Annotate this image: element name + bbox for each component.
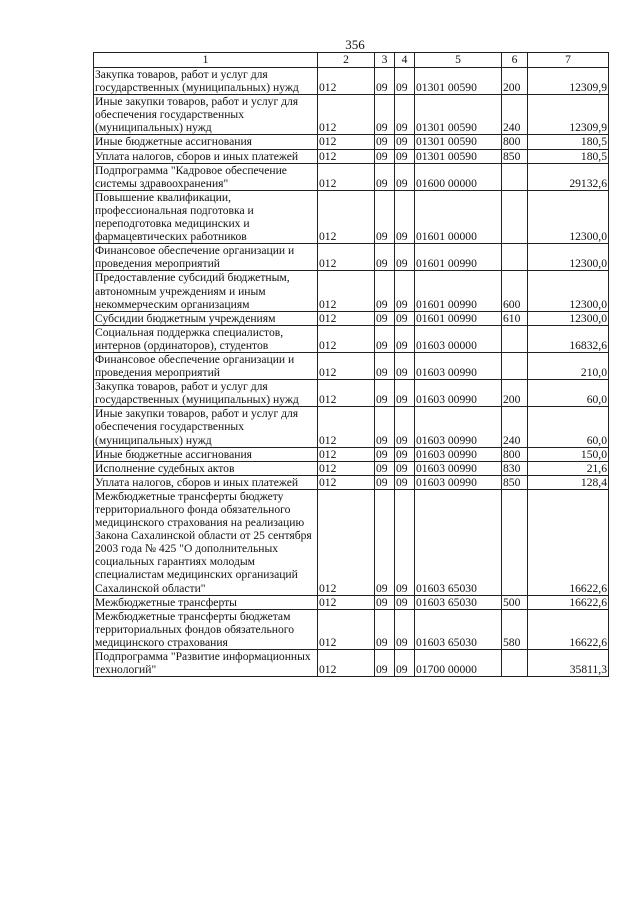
row-col6-cell: 600 [502,271,528,311]
row-col6-cell [502,190,528,243]
row-col4-cell: 09 [395,609,415,649]
row-col6-cell [502,325,528,352]
row-col4-cell: 09 [395,95,415,135]
row-name-cell: Предоставление субсидий бюджетным, автономным учреждениям и иным некоммерческим организациям [94,271,318,311]
row-col5-cell: 01700 00000 [415,650,502,677]
row-col6-cell: 200 [502,68,528,95]
page-number: 356 [345,37,365,52]
row-amount-cell: 16622,6 [528,489,609,595]
row-col2-cell: 012 [318,380,375,407]
row-col5-cell: 01600 00000 [415,163,502,190]
row-col5-cell: 01603 65030 [415,595,502,609]
row-col3-cell: 09 [375,149,395,163]
row-col6-cell: 240 [502,407,528,447]
row-amount-cell: 35811,3 [528,650,609,677]
row-col6-cell [502,352,528,379]
row-col2-cell: 012 [318,461,375,475]
header-col-2: 2 [318,53,375,68]
row-col4-cell: 09 [395,244,415,271]
row-col4-cell: 09 [395,325,415,352]
row-name-cell: Субсидии бюджетным учреждениям [94,311,318,325]
table-row [94,609,609,649]
table-row [94,311,609,325]
row-col3-cell: 09 [375,447,395,461]
table-row [94,163,609,190]
row-col2-cell: 012 [318,325,375,352]
row-name-cell: Иные бюджетные ассигнования [94,135,318,149]
row-col2-cell: 012 [318,447,375,461]
row-amount-cell: 128,4 [528,475,609,489]
row-col5-cell: 01603 00990 [415,407,502,447]
table-row [94,95,609,135]
row-col6-cell: 500 [502,595,528,609]
row-col6-cell [502,163,528,190]
row-col3-cell: 09 [375,95,395,135]
row-col4-cell: 09 [395,68,415,95]
table-row [94,489,609,595]
row-name-cell: Подпрограмма "Кадровое обеспечение системы здравоохранения" [94,163,318,190]
row-col5-cell: 01603 65030 [415,489,502,595]
row-name-cell: Исполнение судебных актов [94,461,318,475]
row-amount-cell: 21,6 [528,461,609,475]
row-col4-cell: 09 [395,489,415,595]
table-row [94,135,609,149]
row-col3-cell: 09 [375,352,395,379]
table-row [94,380,609,407]
row-col3-cell: 09 [375,190,395,243]
row-col4-cell: 09 [395,149,415,163]
table-row [94,595,609,609]
row-col4-cell: 09 [395,163,415,190]
row-amount-cell: 16622,6 [528,609,609,649]
row-amount-cell: 150,0 [528,447,609,461]
row-col3-cell: 09 [375,475,395,489]
table-row [94,68,609,95]
row-col4-cell: 09 [395,447,415,461]
row-col5-cell: 01603 00000 [415,325,502,352]
row-col4-cell: 09 [395,595,415,609]
table-row [94,447,609,461]
row-col4-cell: 09 [395,135,415,149]
row-col2-cell: 012 [318,475,375,489]
header-col-7: 7 [528,53,609,68]
row-name-cell: Уплата налогов, сборов и иных платежей [94,149,318,163]
row-col3-cell: 09 [375,407,395,447]
row-col6-cell: 800 [502,135,528,149]
row-amount-cell: 12309,9 [528,68,609,95]
row-name-cell: Закупка товаров, работ и услуг для государственных (муниципальных) нужд [94,68,318,95]
row-amount-cell: 210,0 [528,352,609,379]
row-amount-cell: 12300,0 [528,311,609,325]
row-col6-cell [502,244,528,271]
row-col4-cell: 09 [395,475,415,489]
row-amount-cell: 16622,6 [528,595,609,609]
row-col5-cell: 01603 00990 [415,380,502,407]
row-col3-cell: 09 [375,68,395,95]
row-col5-cell: 01601 00990 [415,271,502,311]
table-row [94,461,609,475]
row-col5-cell: 01601 00990 [415,244,502,271]
row-col4-cell: 09 [395,352,415,379]
row-amount-cell: 180,5 [528,149,609,163]
row-col2-cell: 012 [318,190,375,243]
row-name-cell: Социальная поддержка специалистов, интернов (ординаторов), студентов [94,325,318,352]
header-col-6: 6 [502,53,528,68]
header-row [94,53,609,68]
row-col2-cell: 012 [318,407,375,447]
row-amount-cell: 60,0 [528,380,609,407]
header-col-1: 1 [94,53,318,68]
row-col4-cell: 09 [395,407,415,447]
header-col-3: 3 [375,53,395,68]
header-col-5: 5 [415,53,502,68]
row-col6-cell: 800 [502,447,528,461]
row-col2-cell: 012 [318,595,375,609]
row-col6-cell: 240 [502,95,528,135]
row-name-cell: Повышение квалификации, профессиональная подготовка и переподготовка медицинских и фармацевтических работников [94,190,318,243]
row-col6-cell [502,489,528,595]
row-amount-cell: 12309,9 [528,95,609,135]
row-col5-cell: 01601 00990 [415,311,502,325]
row-name-cell: Межбюджетные трансферты бюджетам территориальных фондов обязательного медицинского страхования [94,609,318,649]
row-col2-cell: 012 [318,650,375,677]
row-col5-cell: 01603 00990 [415,447,502,461]
row-col3-cell: 09 [375,244,395,271]
row-col5-cell: 01603 00990 [415,475,502,489]
row-amount-cell: 60,0 [528,407,609,447]
row-amount-cell: 12300,0 [528,244,609,271]
row-col2-cell: 012 [318,489,375,595]
table-row [94,352,609,379]
row-col4-cell: 09 [395,461,415,475]
table-body [94,68,609,677]
row-amount-cell: 16832,6 [528,325,609,352]
row-amount-cell: 12300,0 [528,190,609,243]
row-col6-cell: 830 [502,461,528,475]
row-col2-cell: 012 [318,609,375,649]
row-name-cell: Подпрограмма "Развитие информационных технологий" [94,650,318,677]
row-col2-cell: 012 [318,68,375,95]
row-col6-cell: 200 [502,380,528,407]
row-col4-cell: 09 [395,190,415,243]
row-col3-cell: 09 [375,595,395,609]
row-col6-cell: 850 [502,149,528,163]
row-col2-cell: 012 [318,163,375,190]
row-col5-cell: 01601 00000 [415,190,502,243]
row-col6-cell: 610 [502,311,528,325]
row-name-cell: Иные бюджетные ассигнования [94,447,318,461]
row-amount-cell: 29132,6 [528,163,609,190]
row-name-cell: Уплата налогов, сборов и иных платежей [94,475,318,489]
table-row [94,190,609,243]
row-col3-cell: 09 [375,271,395,311]
row-col6-cell [502,650,528,677]
row-col5-cell: 01301 00590 [415,135,502,149]
row-col2-cell: 012 [318,311,375,325]
row-name-cell: Иные закупки товаров, работ и услуг для обеспечения государственных (муниципальных) нужд [94,407,318,447]
row-col4-cell: 09 [395,311,415,325]
row-name-cell: Закупка товаров, работ и услуг для государственных (муниципальных) нужд [94,380,318,407]
row-col6-cell: 580 [502,609,528,649]
row-col3-cell: 09 [375,163,395,190]
table-row [94,244,609,271]
row-col2-cell: 012 [318,244,375,271]
row-col2-cell: 012 [318,271,375,311]
row-name-cell: Иные закупки товаров, работ и услуг для обеспечения государственных (муниципальных) нужд [94,95,318,135]
row-name-cell: Межбюджетные трансферты [94,595,318,609]
row-col2-cell: 012 [318,149,375,163]
header-col-4: 4 [395,53,415,68]
table-row [94,407,609,447]
row-col3-cell: 09 [375,325,395,352]
row-col2-cell: 012 [318,135,375,149]
row-col5-cell: 01301 00590 [415,95,502,135]
table-row [94,149,609,163]
row-col3-cell: 09 [375,380,395,407]
row-col4-cell: 09 [395,380,415,407]
row-amount-cell: 180,5 [528,135,609,149]
row-col5-cell: 01301 00590 [415,68,502,95]
row-col2-cell: 012 [318,95,375,135]
row-name-cell: Финансовое обеспечение организации и проведения мероприятий [94,352,318,379]
row-col3-cell: 09 [375,609,395,649]
table-row [94,271,609,311]
table-row [94,650,609,677]
row-col3-cell: 09 [375,135,395,149]
row-col3-cell: 09 [375,461,395,475]
budget-table [93,52,609,677]
table-row [94,325,609,352]
row-name-cell: Межбюджетные трансферты бюджету территориального фонда обязательного медицинского страхования на реализацию Закона Сахалинской области от 25 сентября 2003 года № 425 "О дополнительных социальных гарантиях молодым специалистам медицинских организаций Сахалинской области" [94,489,318,595]
row-name-cell: Финансовое обеспечение организации и проведения мероприятий [94,244,318,271]
row-col5-cell: 01603 65030 [415,609,502,649]
row-col5-cell: 01603 00990 [415,352,502,379]
row-col4-cell: 09 [395,650,415,677]
row-col3-cell: 09 [375,650,395,677]
table-row [94,475,609,489]
row-amount-cell: 12300,0 [528,271,609,311]
row-col5-cell: 01603 00990 [415,461,502,475]
row-col3-cell: 09 [375,311,395,325]
row-col5-cell: 01301 00590 [415,149,502,163]
row-col2-cell: 012 [318,352,375,379]
row-col3-cell: 09 [375,489,395,595]
row-col6-cell: 850 [502,475,528,489]
row-col4-cell: 09 [395,271,415,311]
